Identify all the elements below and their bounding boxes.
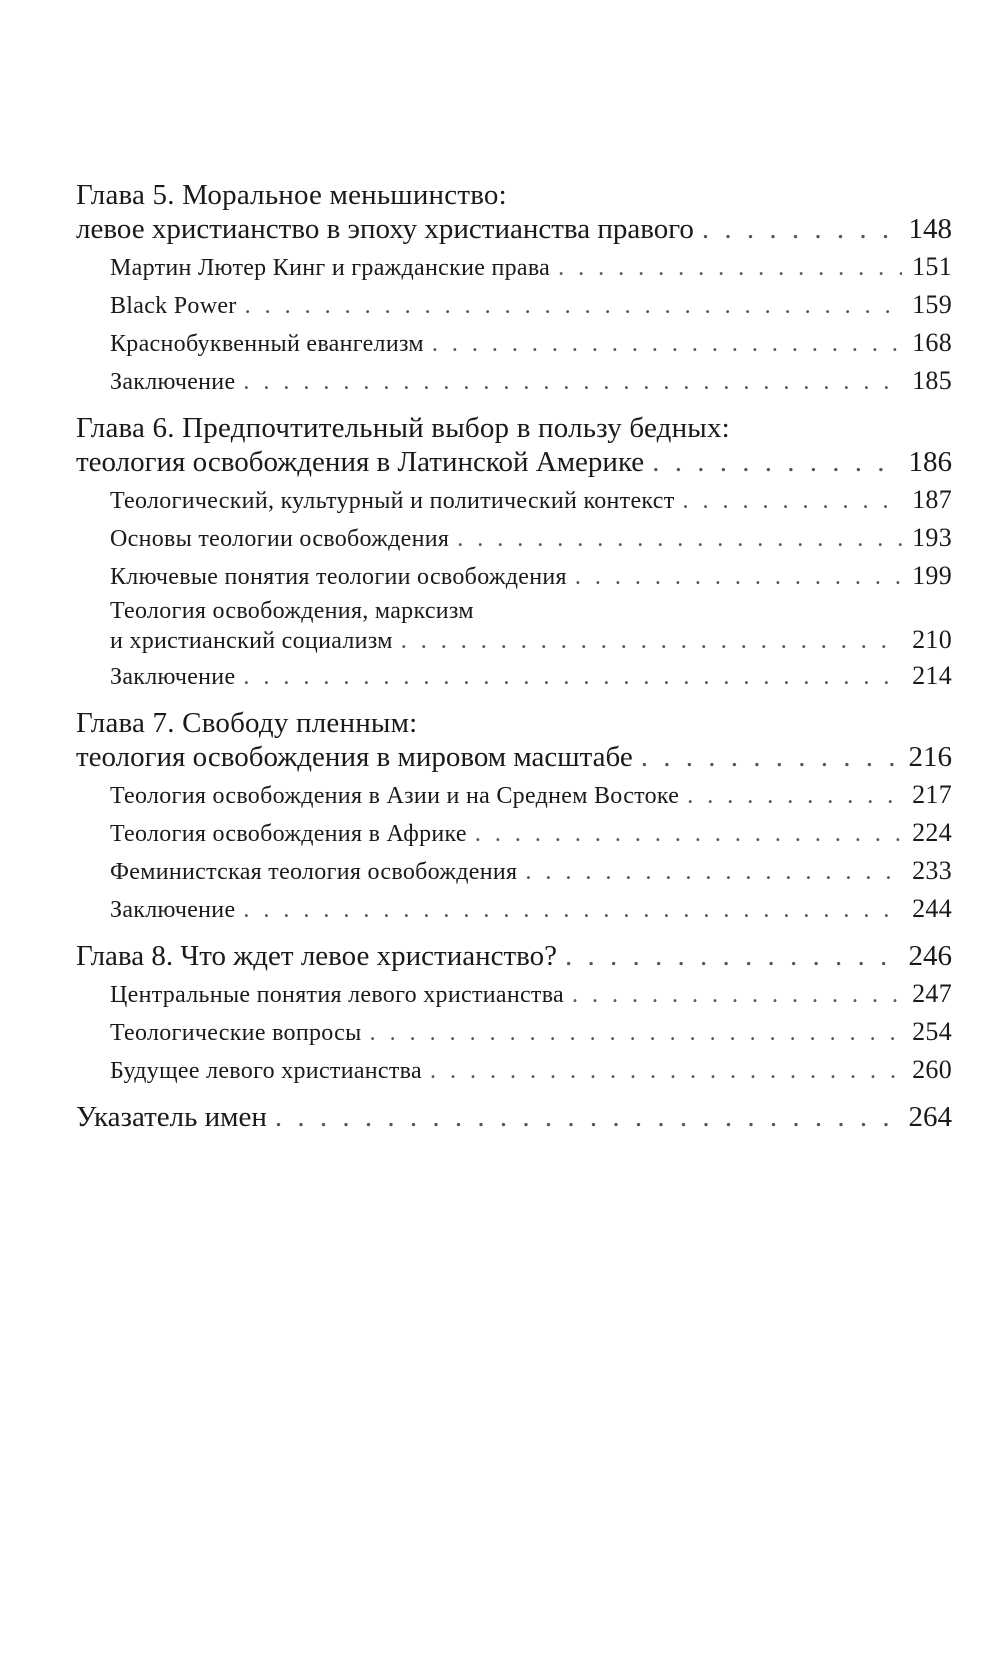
leader-dots — [243, 893, 902, 927]
toc-chapter-8 — [76, 939, 952, 1088]
leader-dots — [275, 1100, 899, 1134]
page-number: 217 — [912, 780, 952, 809]
page-number: 148 — [908, 213, 952, 245]
toc-section[interactable] — [76, 288, 952, 323]
leader-dots — [370, 1016, 903, 1050]
leader-dots — [245, 289, 902, 323]
leader-dots — [525, 855, 902, 889]
section-title: Теология освобождения в Азии и на Среднем Востоке — [110, 783, 680, 809]
section-title: Black Power — [110, 293, 237, 319]
section-title: Феминистская теология освобождения — [110, 859, 518, 885]
toc-section[interactable] — [76, 977, 952, 1012]
toc-chapter-7 — [76, 706, 952, 927]
toc-section[interactable] — [76, 892, 952, 927]
toc-section[interactable] — [76, 250, 952, 285]
toc-section[interactable] — [76, 521, 952, 556]
toc-section[interactable] — [76, 559, 952, 594]
chapter-entry[interactable] — [76, 939, 952, 973]
page-number: 244 — [912, 894, 952, 923]
chapter-entry[interactable] — [76, 445, 952, 479]
page-number: 233 — [912, 856, 952, 885]
page-number: 246 — [908, 940, 952, 972]
leader-dots — [430, 1054, 902, 1088]
leader-dots — [457, 522, 902, 556]
chapter-title-line2: теология освобождения в Латинской Америке — [76, 446, 645, 478]
leader-dots — [475, 817, 902, 851]
leader-dots — [565, 939, 898, 973]
toc-chapter-5 — [76, 178, 952, 399]
section-title: Заключение — [110, 664, 236, 690]
toc-section[interactable] — [76, 625, 952, 656]
table-of-contents — [76, 178, 952, 1146]
index-entry[interactable] — [76, 1100, 952, 1134]
section-title: и христианский социализм — [110, 628, 393, 654]
leader-dots — [641, 740, 899, 774]
toc-section[interactable] — [76, 364, 952, 399]
page-number: 247 — [912, 979, 952, 1008]
page-number: 224 — [912, 818, 952, 847]
toc-section[interactable] — [76, 483, 952, 518]
page-number: 260 — [912, 1055, 952, 1084]
toc-index — [76, 1100, 952, 1134]
chapter-entry[interactable] — [76, 740, 952, 774]
page-number: 159 — [912, 290, 952, 319]
page-number: 185 — [912, 366, 952, 395]
section-title: Ключевые понятия теологии освобождения — [110, 564, 567, 590]
section-title: Центральные понятия левого христианства — [110, 982, 564, 1008]
toc-section[interactable] — [76, 854, 952, 889]
leader-dots — [401, 626, 902, 656]
section-title: Теологические вопросы — [110, 1020, 362, 1046]
leader-dots — [575, 560, 902, 594]
chapter-title-line2: левое христианство в эпоху христианства правого — [76, 213, 694, 245]
page-number: 264 — [908, 1101, 952, 1133]
page-number: 199 — [912, 561, 952, 590]
leader-dots — [243, 660, 902, 694]
leader-dots — [432, 327, 902, 361]
page-number: 186 — [908, 446, 952, 478]
toc-section[interactable] — [76, 326, 952, 361]
toc-section[interactable] — [76, 659, 952, 694]
chapter-title-line2: теология освобождения в мировом масштабе — [76, 741, 633, 773]
leader-dots — [243, 365, 902, 399]
leader-dots — [683, 484, 903, 518]
page-number: 254 — [912, 1017, 952, 1046]
section-title: Основы теологии освобождения — [110, 526, 450, 552]
leader-dots — [687, 779, 902, 813]
page-number: 187 — [912, 485, 952, 514]
section-title: Заключение — [110, 369, 236, 395]
leader-dots — [572, 978, 902, 1012]
page-number: 151 — [912, 252, 952, 281]
section-title-line1: Теология освобождения, марксизм — [110, 598, 474, 624]
page-number: 216 — [908, 741, 952, 773]
section-title: Краснобуквенный евангелизм — [110, 331, 424, 357]
toc-section[interactable] — [76, 778, 952, 813]
toc-section[interactable] — [76, 816, 952, 851]
toc-section[interactable] — [76, 1053, 952, 1088]
page-number: 214 — [912, 661, 952, 690]
section-title: Будущее левого христианства — [110, 1058, 422, 1084]
chapter-title-line1: Глава 5. Моральное меньшинство: — [76, 179, 507, 211]
page-number: 193 — [912, 523, 952, 552]
chapter-title: Глава 8. Что ждет левое христианство? — [76, 940, 558, 972]
leader-dots — [558, 251, 902, 285]
section-title: Мартин Лютер Кинг и гражданские права — [110, 255, 551, 281]
leader-dots — [652, 445, 898, 479]
page-number: 168 — [912, 328, 952, 357]
chapter-title-line1: Глава 7. Свободу пленным: — [76, 707, 418, 739]
section-title: Теологический, культурный и политический контекст — [110, 488, 675, 514]
section-title: Заключение — [110, 897, 236, 923]
page-number: 210 — [912, 625, 952, 654]
section-title: Теология освобождения в Африке — [110, 821, 467, 847]
toc-chapter-6 — [76, 411, 952, 694]
chapter-title-line1: Глава 6. Предпочтительный выбор в пользу бедных: — [76, 412, 730, 444]
index-title: Указатель имен — [76, 1101, 267, 1133]
chapter-entry[interactable] — [76, 212, 952, 246]
toc-section[interactable] — [76, 1015, 952, 1050]
leader-dots — [702, 212, 899, 246]
